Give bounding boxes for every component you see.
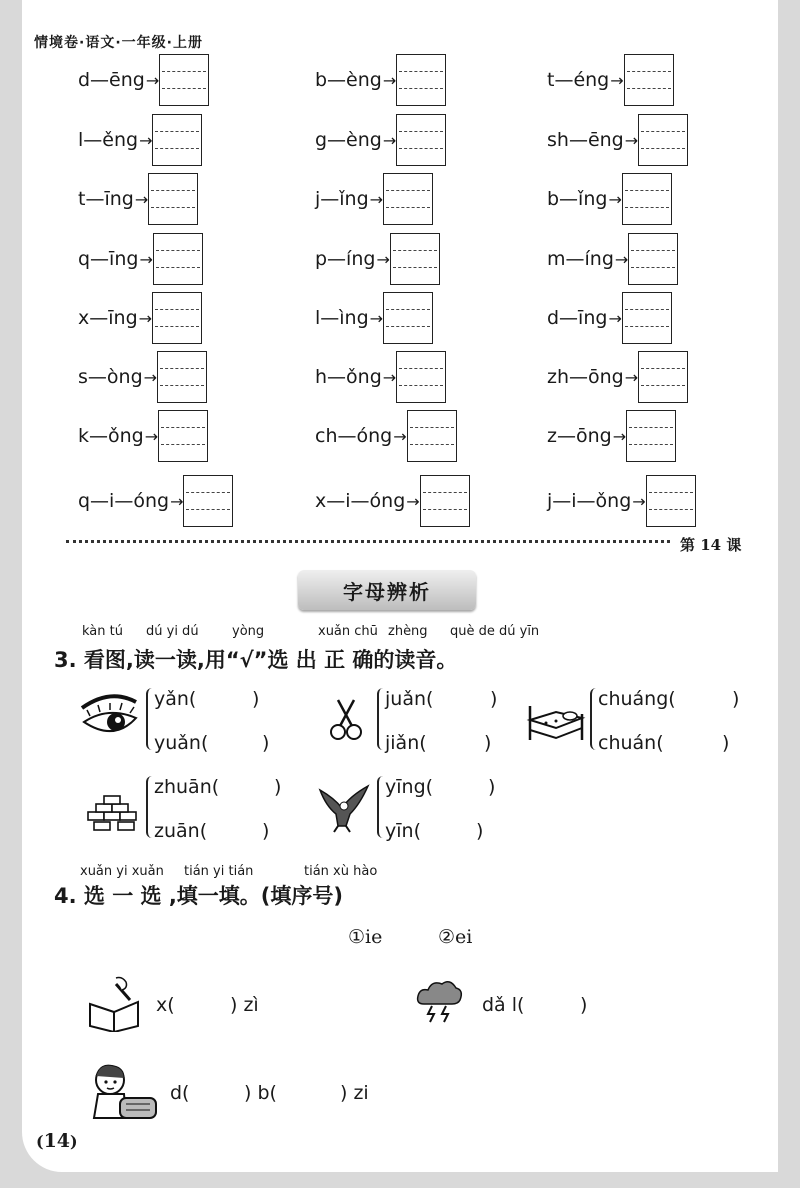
spelling-cell bbox=[78, 474, 233, 528]
spelling-cell bbox=[315, 291, 433, 345]
spelling-cell bbox=[78, 232, 203, 286]
spelling-prompt: h—ǒng bbox=[315, 366, 382, 388]
answer-box[interactable] bbox=[396, 351, 446, 403]
answer-box[interactable] bbox=[383, 292, 433, 344]
spelling-cell bbox=[78, 113, 202, 167]
q4-title: 4. 选 一 选 ,填一填。(填序号) bbox=[54, 884, 344, 908]
option-yuan[interactable]: yuǎn( bbox=[154, 732, 209, 754]
answer-box[interactable] bbox=[158, 410, 208, 462]
paren-close: ) bbox=[262, 732, 270, 754]
arrow-icon: → bbox=[608, 189, 622, 209]
answer-box[interactable] bbox=[638, 351, 688, 403]
paren-close: ) bbox=[274, 776, 282, 798]
answer-box[interactable] bbox=[383, 173, 433, 225]
eagle-icon bbox=[316, 780, 372, 836]
arrow-icon: → bbox=[382, 130, 397, 150]
spelling-prompt: d—īng bbox=[547, 307, 608, 329]
answer-box[interactable] bbox=[628, 233, 678, 285]
answer-box[interactable] bbox=[638, 114, 688, 166]
brace bbox=[377, 776, 385, 838]
fill-xie-right: ) zì bbox=[230, 994, 259, 1016]
spelling-prompt: sh—ēng bbox=[547, 129, 624, 151]
page-header: 情境卷·语文·一年级·上册 bbox=[34, 35, 203, 51]
bricks-icon bbox=[84, 786, 140, 832]
choice-ei: ②ei bbox=[438, 926, 473, 948]
fill-bei-left[interactable]: ) b( bbox=[244, 1082, 277, 1104]
spelling-prompt: x—i—óng bbox=[315, 490, 406, 512]
brace bbox=[377, 688, 385, 750]
spelling-cell bbox=[547, 113, 688, 167]
spelling-prompt: k—ǒng bbox=[78, 425, 144, 447]
spelling-cell bbox=[78, 291, 202, 345]
arrow-icon: → bbox=[624, 367, 639, 387]
answer-box[interactable] bbox=[153, 233, 203, 285]
spelling-prompt: b—ǐng bbox=[547, 188, 608, 210]
arrow-icon: → bbox=[138, 308, 153, 328]
answer-box[interactable] bbox=[622, 292, 672, 344]
answer-box[interactable] bbox=[148, 173, 198, 225]
spelling-prompt: q—i—óng bbox=[78, 490, 170, 512]
answer-box[interactable] bbox=[420, 475, 470, 527]
spelling-cell bbox=[547, 232, 678, 286]
answer-box[interactable] bbox=[390, 233, 440, 285]
spelling-cell bbox=[547, 53, 674, 107]
paren-close: ) bbox=[262, 820, 270, 842]
answer-box[interactable] bbox=[624, 54, 674, 106]
lesson-label: 第 14 课 bbox=[680, 536, 742, 554]
arrow-icon: → bbox=[382, 367, 397, 387]
paren-close: ) bbox=[722, 732, 730, 754]
option-ying[interactable]: yīng( bbox=[385, 776, 434, 798]
brace bbox=[146, 776, 154, 838]
spelling-cell bbox=[547, 474, 696, 528]
arrow-icon: → bbox=[139, 249, 153, 269]
spelling-cell bbox=[547, 291, 672, 345]
paren-close: ) bbox=[476, 820, 484, 842]
answer-box[interactable] bbox=[646, 475, 696, 527]
spelling-prompt: p—íng bbox=[315, 248, 376, 270]
spelling-cell bbox=[78, 409, 208, 463]
spelling-prompt: s—òng bbox=[78, 366, 143, 388]
spelling-prompt: x—īng bbox=[78, 307, 138, 329]
eye-icon bbox=[80, 688, 140, 748]
spelling-prompt: g—èng bbox=[315, 129, 382, 151]
spelling-cell bbox=[547, 409, 676, 463]
spelling-cell bbox=[315, 474, 470, 528]
arrow-icon: → bbox=[143, 367, 158, 387]
answer-box[interactable] bbox=[152, 114, 202, 166]
arrow-icon: → bbox=[614, 249, 629, 269]
brace bbox=[146, 688, 154, 750]
spelling-prompt: m—íng bbox=[547, 248, 614, 270]
spelling-cell bbox=[78, 172, 198, 226]
arrow-icon: → bbox=[624, 130, 639, 150]
spelling-prompt: l—ìng bbox=[315, 307, 369, 329]
arrow-icon: → bbox=[608, 308, 622, 328]
spelling-cell bbox=[78, 350, 207, 404]
dotted-divider bbox=[66, 540, 670, 543]
spelling-prompt: zh—ōng bbox=[547, 366, 624, 388]
choice-ie: ①ie bbox=[348, 926, 383, 948]
option-zhuan[interactable]: zhuān( bbox=[154, 776, 220, 798]
answer-box[interactable] bbox=[152, 292, 202, 344]
spelling-prompt: z—ōng bbox=[547, 425, 612, 447]
spelling-cell bbox=[315, 172, 433, 226]
arrow-icon: → bbox=[632, 491, 646, 511]
page-number: (14) bbox=[36, 1130, 78, 1152]
paren-close: ) bbox=[490, 688, 498, 710]
answer-box[interactable] bbox=[622, 173, 672, 225]
spelling-prompt: q—īng bbox=[78, 248, 139, 270]
fill-xie-left[interactable]: x( bbox=[156, 994, 175, 1016]
answer-box[interactable] bbox=[157, 351, 207, 403]
arrow-icon: → bbox=[393, 426, 407, 446]
answer-box[interactable] bbox=[159, 54, 209, 106]
arrow-icon: → bbox=[134, 189, 149, 209]
answer-box[interactable] bbox=[396, 54, 446, 106]
paren-close: ) bbox=[252, 688, 260, 710]
paren-close: ) bbox=[484, 732, 492, 754]
answer-box[interactable] bbox=[626, 410, 676, 462]
option-jian[interactable]: jiǎn( bbox=[385, 732, 427, 754]
spelling-cell bbox=[315, 113, 446, 167]
answer-box[interactable] bbox=[396, 114, 446, 166]
arrow-icon: → bbox=[376, 249, 390, 269]
spelling-cell bbox=[78, 53, 209, 107]
option-yan[interactable]: yǎn( bbox=[154, 688, 197, 710]
option-chuang[interactable]: chuáng( bbox=[598, 688, 676, 710]
arrow-icon: → bbox=[382, 70, 397, 90]
thunder-cloud-icon bbox=[414, 978, 464, 1024]
fill-lei-right: ) bbox=[580, 994, 588, 1016]
child-pillow-icon bbox=[90, 1060, 160, 1122]
fill-lei-left[interactable]: dǎ l( bbox=[482, 994, 525, 1016]
answer-box[interactable] bbox=[183, 475, 233, 527]
spelling-cell bbox=[315, 53, 446, 107]
bed-icon bbox=[526, 696, 586, 746]
scissors-icon bbox=[326, 696, 366, 744]
option-yin[interactable]: yīn( bbox=[385, 820, 421, 842]
answer-box[interactable] bbox=[407, 410, 457, 462]
arrow-icon: → bbox=[406, 491, 420, 511]
option-juan[interactable]: juǎn( bbox=[385, 688, 434, 710]
q3-title: 3. 看图,读一读,用“√”选 出 正 确的读音。 bbox=[54, 648, 458, 672]
arrow-icon: → bbox=[145, 70, 160, 90]
fill-dei-left[interactable]: d( bbox=[170, 1082, 190, 1104]
option-zuan[interactable]: zuān( bbox=[154, 820, 208, 842]
spelling-cell bbox=[315, 350, 446, 404]
section-title: 字母辨析 bbox=[298, 570, 476, 610]
arrow-icon: → bbox=[612, 426, 627, 446]
arrow-icon: → bbox=[144, 426, 159, 446]
spelling-prompt: b—èng bbox=[315, 69, 382, 91]
paren-close: ) bbox=[488, 776, 496, 798]
spelling-prompt: ch—óng bbox=[315, 425, 393, 447]
spelling-prompt: l—ěng bbox=[78, 129, 139, 151]
arrow-icon: → bbox=[369, 189, 384, 209]
spelling-prompt: j—ǐng bbox=[315, 188, 369, 210]
spelling-prompt: d—ēng bbox=[78, 69, 145, 91]
arrow-icon: → bbox=[610, 70, 624, 90]
spelling-cell bbox=[315, 409, 457, 463]
spelling-prompt: t—éng bbox=[547, 69, 610, 91]
spelling-prompt: j—i—ǒng bbox=[547, 490, 632, 512]
brace bbox=[590, 688, 598, 750]
spelling-cell bbox=[315, 232, 440, 286]
option-chuan[interactable]: chuán( bbox=[598, 732, 664, 754]
arrow-icon: → bbox=[139, 130, 153, 150]
spelling-cell bbox=[547, 350, 688, 404]
fill-bei-right: ) zi bbox=[340, 1082, 369, 1104]
arrow-icon: → bbox=[170, 491, 184, 511]
arrow-icon: → bbox=[369, 308, 384, 328]
spelling-cell bbox=[547, 172, 672, 226]
book-writing-icon bbox=[86, 972, 142, 1032]
paren-close: ) bbox=[732, 688, 740, 710]
spelling-prompt: t—īng bbox=[78, 188, 134, 210]
